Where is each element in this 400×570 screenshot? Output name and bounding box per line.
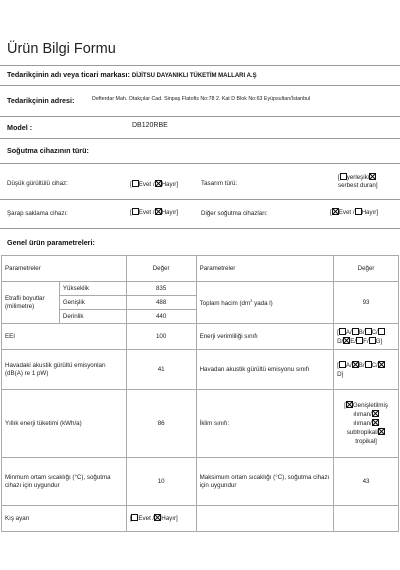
noise-d-label: D <box>337 370 342 378</box>
other-options: [ Evet / Hayır] <box>330 209 379 216</box>
min-temp-label: Minmum ortam sıcaklığı (°C), soğutma cihazı için uygundur <box>2 458 127 506</box>
climate-n-label: ılıman/ <box>353 420 372 427</box>
col-value-header: Değer <box>334 256 399 282</box>
hayir-checkbox[interactable] <box>154 514 161 521</box>
wine-options: [ Evet / Hayır] <box>130 209 179 216</box>
evet-checkbox[interactable] <box>132 208 139 215</box>
hayir-checkbox[interactable] <box>155 180 162 187</box>
class-b-label: B <box>358 328 363 336</box>
noise-class-label: Havadan akustik gürültü emisyonu sınıfı <box>196 350 333 390</box>
climate-t-label: tropikal <box>355 438 376 445</box>
noise-c-label: C <box>371 361 377 369</box>
divider <box>0 116 400 117</box>
cooling-type-heading: Soğutma cihazının türü: <box>7 146 89 155</box>
hayir-label: Hayır <box>161 181 177 188</box>
total-volume-suffix: yada l) <box>252 300 273 308</box>
max-temp-value: 43 <box>334 458 399 506</box>
climate-options: [ Genişletilmiş ılıman/ ılıman/ subtropikal/ tropikal] <box>334 390 399 458</box>
evet-label: Evet / <box>138 209 155 216</box>
class-a-label: A <box>345 328 350 336</box>
climate-st-label: subtropikal/ <box>346 429 379 436</box>
width-value: 488 <box>126 296 196 310</box>
dims-label: Etrafli boyutlar (milimetre) <box>2 282 60 324</box>
hayir-label: Hayır <box>361 209 377 216</box>
hayir-checkbox[interactable] <box>155 208 162 215</box>
model-value: DB120RBE <box>132 122 168 129</box>
freestanding-checkbox[interactable] <box>369 173 376 180</box>
noise-value: 41 <box>126 350 196 390</box>
class-b-checkbox[interactable] <box>352 328 359 335</box>
params-table <box>1 255 399 532</box>
class-d-label: D <box>337 337 342 345</box>
wine-label: Şarap saklama cihazı: <box>7 210 68 217</box>
low-noise-options: [ Evet / Hayır] <box>130 181 179 188</box>
height-value: 835 <box>126 282 196 296</box>
noise-a-checkbox[interactable] <box>339 361 346 368</box>
evet-checkbox[interactable] <box>132 180 139 187</box>
supplier-address-label: Tedarikçinin adresi: <box>7 96 75 105</box>
evet-label: Evet / <box>138 181 155 188</box>
class-c-label: C <box>371 328 377 336</box>
energy-class-options: [ A/ B/ C/ D/ E/ F/ G] <box>334 324 399 350</box>
annual-energy-value: 86 <box>126 390 196 458</box>
total-volume-label <box>196 282 333 324</box>
class-f-checkbox[interactable] <box>356 337 363 344</box>
model-label: Model : <box>7 123 33 132</box>
max-temp-label: Maksimum ortam sıcaklığı (°C), soğutma cihazı için uygundur <box>196 458 333 506</box>
divider <box>0 163 400 164</box>
divider <box>0 85 400 86</box>
noise-cd-checkbox[interactable] <box>378 361 385 368</box>
evet-checkbox[interactable] <box>131 514 138 521</box>
supplier-name-label <box>7 70 257 79</box>
climate-st-checkbox[interactable] <box>372 419 379 426</box>
winter-label: Kış ayarı <box>2 506 127 532</box>
design-type-options: [ yerleşik/ serbest duran] <box>338 174 378 189</box>
min-temp-value: 10 <box>126 458 196 506</box>
noise-class-options: [ A/ B/ C/ D] <box>334 350 399 390</box>
empty-cell <box>196 506 333 532</box>
evet-checkbox[interactable] <box>332 208 339 215</box>
noise-b-checkbox[interactable] <box>352 361 359 368</box>
climate-sn-label: Genişletilmiş ılıman/ <box>352 402 388 418</box>
class-c-checkbox[interactable] <box>365 328 372 335</box>
noise-a-label: A <box>345 361 350 369</box>
depth-label: Derinlik <box>59 310 126 324</box>
col-params-header: Parametreler <box>196 256 333 282</box>
total-volume-sup: 3 <box>250 297 253 303</box>
winter-options: [ Evet / Hayır] <box>126 506 196 532</box>
col-params-header: Parametreler <box>2 256 127 282</box>
built-in-label: yerleşik/ <box>346 174 370 181</box>
width-label: Genişlik <box>59 296 126 310</box>
class-g-checkbox[interactable] <box>369 337 376 344</box>
climate-n-checkbox[interactable] <box>372 410 379 417</box>
annual-energy-label: Yıllık enerji tüketimi (kWh/a) <box>2 390 127 458</box>
class-cb-checkbox[interactable] <box>378 328 385 335</box>
class-e-label: E <box>350 337 355 345</box>
class-e-checkbox[interactable] <box>343 337 350 344</box>
divider <box>0 138 400 139</box>
climate-label: İklim sınıfı: <box>196 390 333 458</box>
eei-value: 100 <box>126 324 196 350</box>
noise-c-checkbox[interactable] <box>365 361 372 368</box>
total-volume-value: 93 <box>334 282 399 324</box>
supplier-name-value: DİJİTSU DAYANIKLI TÜKETİM MALLARI A.Ş <box>131 73 257 79</box>
page-title: Ürün Bilgi Formu <box>7 41 116 57</box>
class-a-checkbox[interactable] <box>339 328 346 335</box>
total-volume-text: Toplam hacim (dm <box>199 300 251 308</box>
freestanding-label: serbest duran <box>338 182 376 189</box>
supplier-address-value: Defterdar Mah. Otakçılar Cad. Sinpaş Flatofis No:78 2. Kat D Blok No:63 Eyüpsultan/İstanbul <box>92 96 311 102</box>
divider <box>0 65 400 66</box>
climate-t-checkbox[interactable] <box>378 428 385 435</box>
low-noise-label: Düşük gürültülü cihaz: <box>7 180 68 187</box>
design-type-label: Tasarım türü: <box>201 180 238 187</box>
supplier-name-label-text: Tedarikçinin adı veya ticari markası: <box>7 70 130 79</box>
empty-cell <box>334 506 399 532</box>
class-g-label: G <box>375 337 381 345</box>
built-in-checkbox[interactable] <box>340 173 347 180</box>
hayir-checkbox[interactable] <box>355 208 362 215</box>
params-heading: Genel ürün parametreleri: <box>7 238 95 247</box>
evet-label: Evet / <box>138 515 155 522</box>
noise-label: Havadaki akustik gürültü emisyonları (dB(A) re 1 pW) <box>2 350 127 390</box>
noise-b-label: B <box>358 361 363 369</box>
divider <box>0 228 400 229</box>
class-f-label: F <box>363 337 367 345</box>
energy-class-label: Enerji verimliliği sınıfı <box>196 324 333 350</box>
eei-label: EEI <box>2 324 127 350</box>
depth-value: 440 <box>126 310 196 324</box>
hayir-label: Hayır <box>161 209 177 216</box>
height-label: Yükseklik <box>59 282 126 296</box>
hayir-label: Hayır <box>161 515 177 522</box>
evet-label: Evet / <box>338 209 355 216</box>
other-label: Diğer soğutma cihazları: <box>201 210 268 217</box>
divider <box>0 199 400 200</box>
climate-sn-checkbox[interactable] <box>346 401 353 408</box>
col-value-header: Değer <box>126 256 196 282</box>
